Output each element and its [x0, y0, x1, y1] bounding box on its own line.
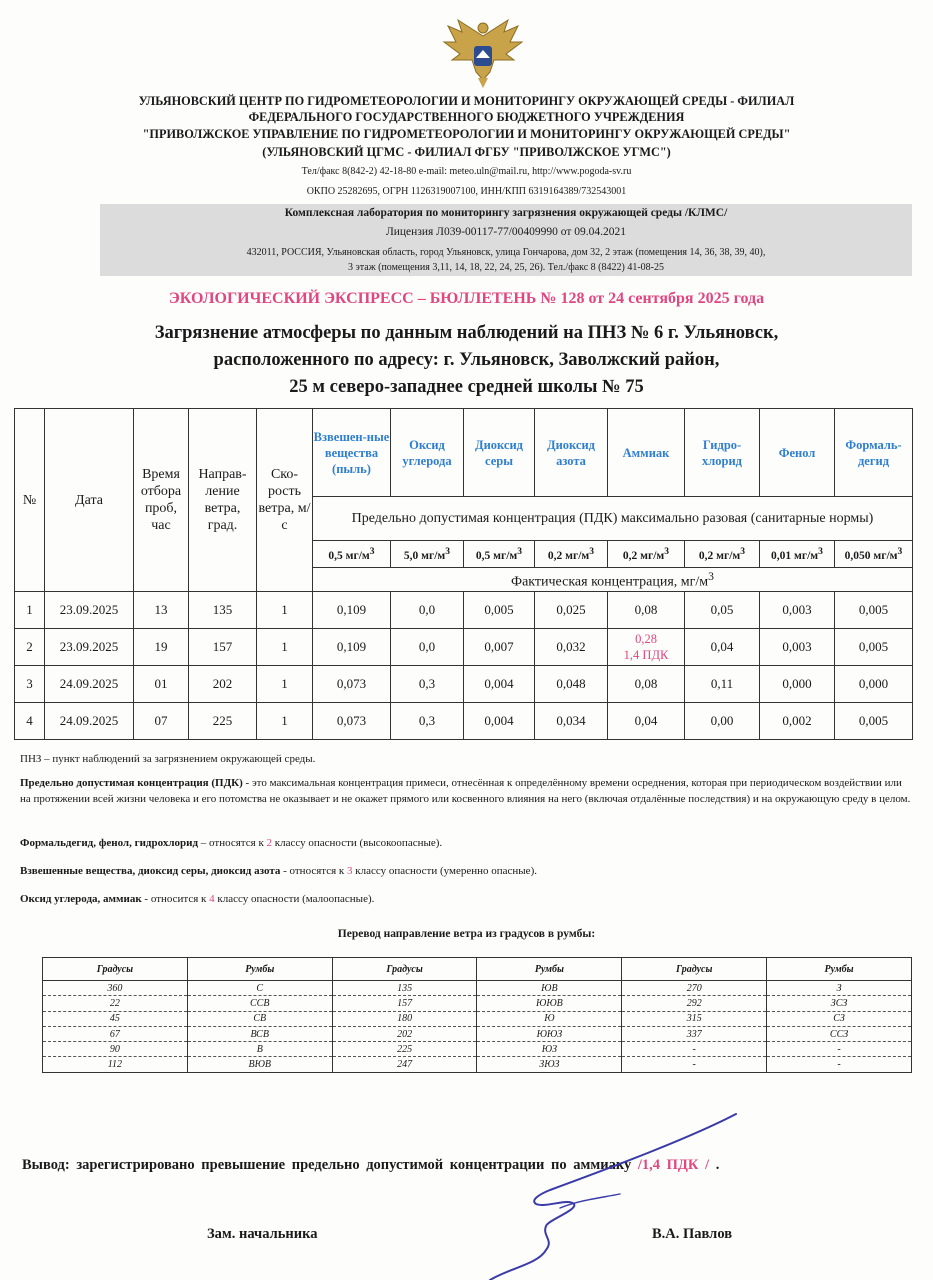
header-line-3: "ПРИВОЛЖСКОЕ УПРАВЛЕНИЕ ПО ГИДРОМЕТЕОРОЛОГИИ И МОНИТОРИНГУ ОКРУЖАЮЩЕЙ СРЕДЫ": [142, 127, 791, 141]
note-class-3: Взвешенные вещества, диоксид серы, диоксид азота - относятся к 3 классу опасности (умеренно опасные).: [20, 865, 537, 877]
wind-cell: В: [187, 1042, 332, 1057]
wind-cell: ВСВ: [187, 1026, 332, 1041]
table-row: [15, 666, 913, 703]
wind-cell: -: [767, 1057, 912, 1072]
wind-cell: 360: [43, 981, 188, 996]
wind-header-cell: Румбы: [767, 958, 912, 981]
concentration-cell: 0,073: [313, 666, 391, 703]
concentration-cell: 0,08: [608, 592, 685, 629]
norm-value: 5,0 $мг/м^3$: [391, 541, 464, 568]
wind-cell: ЗСЗ: [767, 996, 912, 1011]
observations-table: [14, 408, 913, 740]
col-header-pollutant: Аммиак: [608, 409, 685, 497]
wind-cell: -: [767, 1042, 912, 1057]
row-time: 19: [134, 629, 189, 666]
wind-cell: ЮЮЗ: [477, 1026, 622, 1041]
concentration-cell: 0,003: [760, 592, 835, 629]
lab-address-1: 432011, РОССИЯ, Ульяновская область, город Ульяновск, улица Гончарова, дом 32, 2 этаж (помещения 14, 36, 38, 39, 40),: [246, 247, 766, 258]
row-number: 3: [15, 666, 45, 703]
signature-role: Зам. начальника: [207, 1226, 318, 1242]
row-number: 1: [15, 592, 45, 629]
wind-cell: ЮВ: [477, 981, 622, 996]
wind-header-cell: Румбы: [187, 958, 332, 981]
norm-value: 0,5 $мг/м^3$: [313, 541, 391, 568]
concentration-cell: 0,005: [835, 703, 913, 740]
concentration-cell: 0,3: [391, 703, 464, 740]
concentration-cell: 0,004: [464, 666, 535, 703]
wind-cell: -: [622, 1042, 767, 1057]
conclusion-value: /1,4 ПДК /: [637, 1157, 710, 1173]
note-pdk: Предельно допустимая концентрация (ПДК) - это максимальная концентрация примеси, отнесённая к определённому времени осреднения, которая при периодическом воздействии или на протяжении всей жизни человека и его потомства не оказывает и не окажет прямого или косвенного влияния на него (включая отдалённые последствия) и на окружающую среду в целом.: [20, 777, 911, 805]
header-codes: ОКПО 25282695, ОГРН 1126319007100, ИНН/КПП 6319164389/732543001: [306, 186, 627, 197]
lab-address-2: 3 этаж (помещения 3,11, 14, 18, 22, 24, 25, 26). Тел./факс 8 (8422) 41-08-25: [347, 262, 664, 273]
conclusion: Вывод: зарегистрировано превышение предельно допустимой концентрации по аммиаку /1,4 ПДК / .: [22, 1157, 720, 1173]
wind-cell: 180: [332, 1011, 477, 1026]
norm-value: 0,2 $мг/м^3$: [685, 541, 760, 568]
pdk-caption: Предельно допустимая концентрация (ПДК) максимально разовая (санитарные нормы): [313, 497, 913, 541]
wind-cell: С: [187, 981, 332, 996]
wind-cell: 270: [622, 981, 767, 996]
table-row: [15, 592, 913, 629]
concentration-cell: 0,002: [760, 703, 835, 740]
wind-cell: 90: [43, 1042, 188, 1057]
wind-row: [43, 1057, 912, 1072]
concentration-cell: 0,034: [535, 703, 608, 740]
col-header-pollutant: Взвешен-ные вещества (пыль): [313, 409, 391, 497]
wind-cell: ВЮВ: [187, 1057, 332, 1072]
col-header-pollutant: Фенол: [760, 409, 835, 497]
concentration-cell: 0,0: [391, 629, 464, 666]
wind-cell: 112: [43, 1057, 188, 1072]
col-header-pollutant: Оксид углерода: [391, 409, 464, 497]
handwritten-signature: [450, 1108, 750, 1280]
col-header-pollutant: Гидро-хлорид: [685, 409, 760, 497]
concentration-cell: 0,3: [391, 666, 464, 703]
norm-value: 0,050 $мг/м^3$: [835, 541, 913, 568]
concentration-cell: 0,08: [608, 666, 685, 703]
header-contacts: Тел/факс 8(842-2) 42-18-80 e-mail: meteo.uln@mail.ru, http://www.pogoda-sv.ru: [301, 166, 632, 177]
wind-cell: 67: [43, 1026, 188, 1041]
row-speed: 1: [257, 629, 313, 666]
note-pdk-term: Предельно допустимая концентрация (ПДК): [20, 777, 243, 789]
concentration-cell: 0,05: [685, 592, 760, 629]
wind-cell: ЮЗ: [477, 1042, 622, 1057]
exceeded-value: 0,28: [635, 632, 657, 646]
note-class-2: Формальдегид, фенол, гидрохлорид – относятся к 2 классу опасности (высокоопасные).: [20, 837, 443, 849]
concentration-cell: 0,048: [535, 666, 608, 703]
row-date: 23.09.2025: [45, 629, 134, 666]
wind-cell: СВ: [187, 1011, 332, 1026]
concentration-cell: 0,003: [760, 629, 835, 666]
wind-cell: 45: [43, 1011, 188, 1026]
col-header-direction: Направ-ление ветра, град.: [189, 409, 257, 592]
col-header-time: Время отбора проб, час: [134, 409, 189, 592]
norm-value: 0,01 $мг/м^3$: [760, 541, 835, 568]
concentration-cell: 0,032: [535, 629, 608, 666]
concentration-cell: 0,04: [608, 703, 685, 740]
concentration-cell: 0,00: [685, 703, 760, 740]
concentration-cell: 0,000: [835, 666, 913, 703]
row-speed: 1: [257, 592, 313, 629]
concentration-cell: 0,109: [313, 629, 391, 666]
page-title-line-2: расположенного по адресу: г. Ульяновск, Заволжский район,: [213, 350, 720, 370]
col-header-pollutant: Диоксид азота: [535, 409, 608, 497]
row-date: 23.09.2025: [45, 592, 134, 629]
bulletin-title: ЭКОЛОГИЧЕСКИЙ ЭКСПРЕСС – БЮЛЛЕТЕНЬ № 128 от 24 сентября 2025 года: [168, 290, 765, 307]
wind-cell: 337: [622, 1026, 767, 1041]
wind-cell: 292: [622, 996, 767, 1011]
header-line-4: (УЛЬЯНОВСКИЙ ЦГМС - ФИЛИАЛ ФГБУ "ПРИВОЛЖСКОЕ УГМС"): [262, 145, 671, 159]
wind-cell: СЗ: [767, 1011, 912, 1026]
wind-header-cell: Градусы: [622, 958, 767, 981]
concentration-cell: 0,073: [313, 703, 391, 740]
row-number: 2: [15, 629, 45, 666]
row-time: 13: [134, 592, 189, 629]
concentration-cell: 0,007: [464, 629, 535, 666]
wind-cell: ЮЮВ: [477, 996, 622, 1011]
col-header-pollutant: Формаль-дегид: [835, 409, 913, 497]
row-direction: 157: [189, 629, 257, 666]
row-date: 24.09.2025: [45, 703, 134, 740]
header-line-1: УЛЬЯНОВСКИЙ ЦЕНТР ПО ГИДРОМЕТЕОРОЛОГИИ И МОНИТОРИНГУ ОКРУЖАЮЩЕЙ СРЕДЫ - ФИЛИАЛ: [138, 94, 795, 108]
lab-name: Комплексная лаборатория по мониторингу загрязнения окружающей среды /КЛМС/: [284, 207, 728, 219]
page-title-line-1: Загрязнение атмосферы по данным наблюдений на ПНЗ № 6 г. Ульяновск,: [154, 323, 779, 343]
concentration-cell: 0,11: [685, 666, 760, 703]
row-direction: 225: [189, 703, 257, 740]
col-header-no: №: [15, 409, 45, 592]
concentration-cell: 0,000: [760, 666, 835, 703]
note-pnz: ПНЗ – пункт наблюдений за загрязнением окружающей среды.: [20, 753, 316, 765]
concentration-cell-exceeded: [608, 629, 685, 666]
concentration-cell: 0,005: [835, 592, 913, 629]
col-header-date: Дата: [45, 409, 134, 592]
concentration-cell: 0,005: [464, 592, 535, 629]
concentration-cell: 0,004: [464, 703, 535, 740]
concentration-cell: 0,005: [835, 629, 913, 666]
wind-header-cell: Румбы: [477, 958, 622, 981]
row-direction: 202: [189, 666, 257, 703]
wind-table: [42, 957, 912, 1073]
wind-cell: 315: [622, 1011, 767, 1026]
concentration-cell: 0,04: [685, 629, 760, 666]
norm-value: 0,5 $мг/м^3$: [464, 541, 535, 568]
note-class-4: Оксид углерода, аммиак - относится к 4 классу опасности (малоопасные).: [20, 893, 375, 905]
wind-cell: 225: [332, 1042, 477, 1057]
wind-table-title: Перевод направление ветра из градусов в румбы:: [337, 928, 596, 940]
wind-header-cell: Градусы: [332, 958, 477, 981]
col-header-speed: Ско-рость ветра, м/с: [257, 409, 313, 592]
header-line-2: ФЕДЕРАЛЬНОГО ГОСУДАРСТВЕННОГО БЮДЖЕТНОГО УЧРЕЖДЕНИЯ: [248, 110, 685, 124]
wind-cell: 22: [43, 996, 188, 1011]
concentration-cell: 0,025: [535, 592, 608, 629]
lab-license: Лицензия Л039-00117-77/00409990 от 09.04.2021: [385, 226, 627, 238]
wind-header-row: [43, 958, 912, 981]
wind-cell: 202: [332, 1026, 477, 1041]
signature-name: В.А. Павлов: [652, 1226, 733, 1242]
norm-value: 0,2 $мг/м^3$: [608, 541, 685, 568]
page-title-line-3: 25 м северо-западнее средней школы № 75: [289, 377, 644, 397]
wind-cell: 157: [332, 996, 477, 1011]
row-direction: 135: [189, 592, 257, 629]
wind-cell: ССВ: [187, 996, 332, 1011]
row-time: 07: [134, 703, 189, 740]
wind-cell: 247: [332, 1057, 477, 1072]
wind-cell: З: [767, 981, 912, 996]
wind-row: [43, 981, 912, 996]
row-number: 4: [15, 703, 45, 740]
wind-row: [43, 1042, 912, 1057]
table-row: [15, 703, 913, 740]
col-header-pollutant: Диоксид серы: [464, 409, 535, 497]
wind-cell: Ю: [477, 1011, 622, 1026]
wind-cell: ССЗ: [767, 1026, 912, 1041]
fact-caption: Фактическая концентрация, $мг/м^3$: [313, 568, 913, 592]
eagle-emblem-icon: [438, 14, 528, 90]
table-row: [15, 629, 913, 666]
row-time: 01: [134, 666, 189, 703]
wind-cell: 135: [332, 981, 477, 996]
norm-value: 0,2 $мг/м^3$: [535, 541, 608, 568]
concentration-cell: 0,109: [313, 592, 391, 629]
row-date: 24.09.2025: [45, 666, 134, 703]
wind-row: [43, 1011, 912, 1026]
wind-cell: -: [622, 1057, 767, 1072]
wind-row: [43, 1026, 912, 1041]
row-speed: 1: [257, 703, 313, 740]
row-speed: 1: [257, 666, 313, 703]
wind-cell: ЗЮЗ: [477, 1057, 622, 1072]
wind-header-cell: Градусы: [43, 958, 188, 981]
concentration-cell: 0,0: [391, 592, 464, 629]
wind-row: [43, 996, 912, 1011]
exceed-badge: 1,4 ПДК: [623, 648, 669, 662]
